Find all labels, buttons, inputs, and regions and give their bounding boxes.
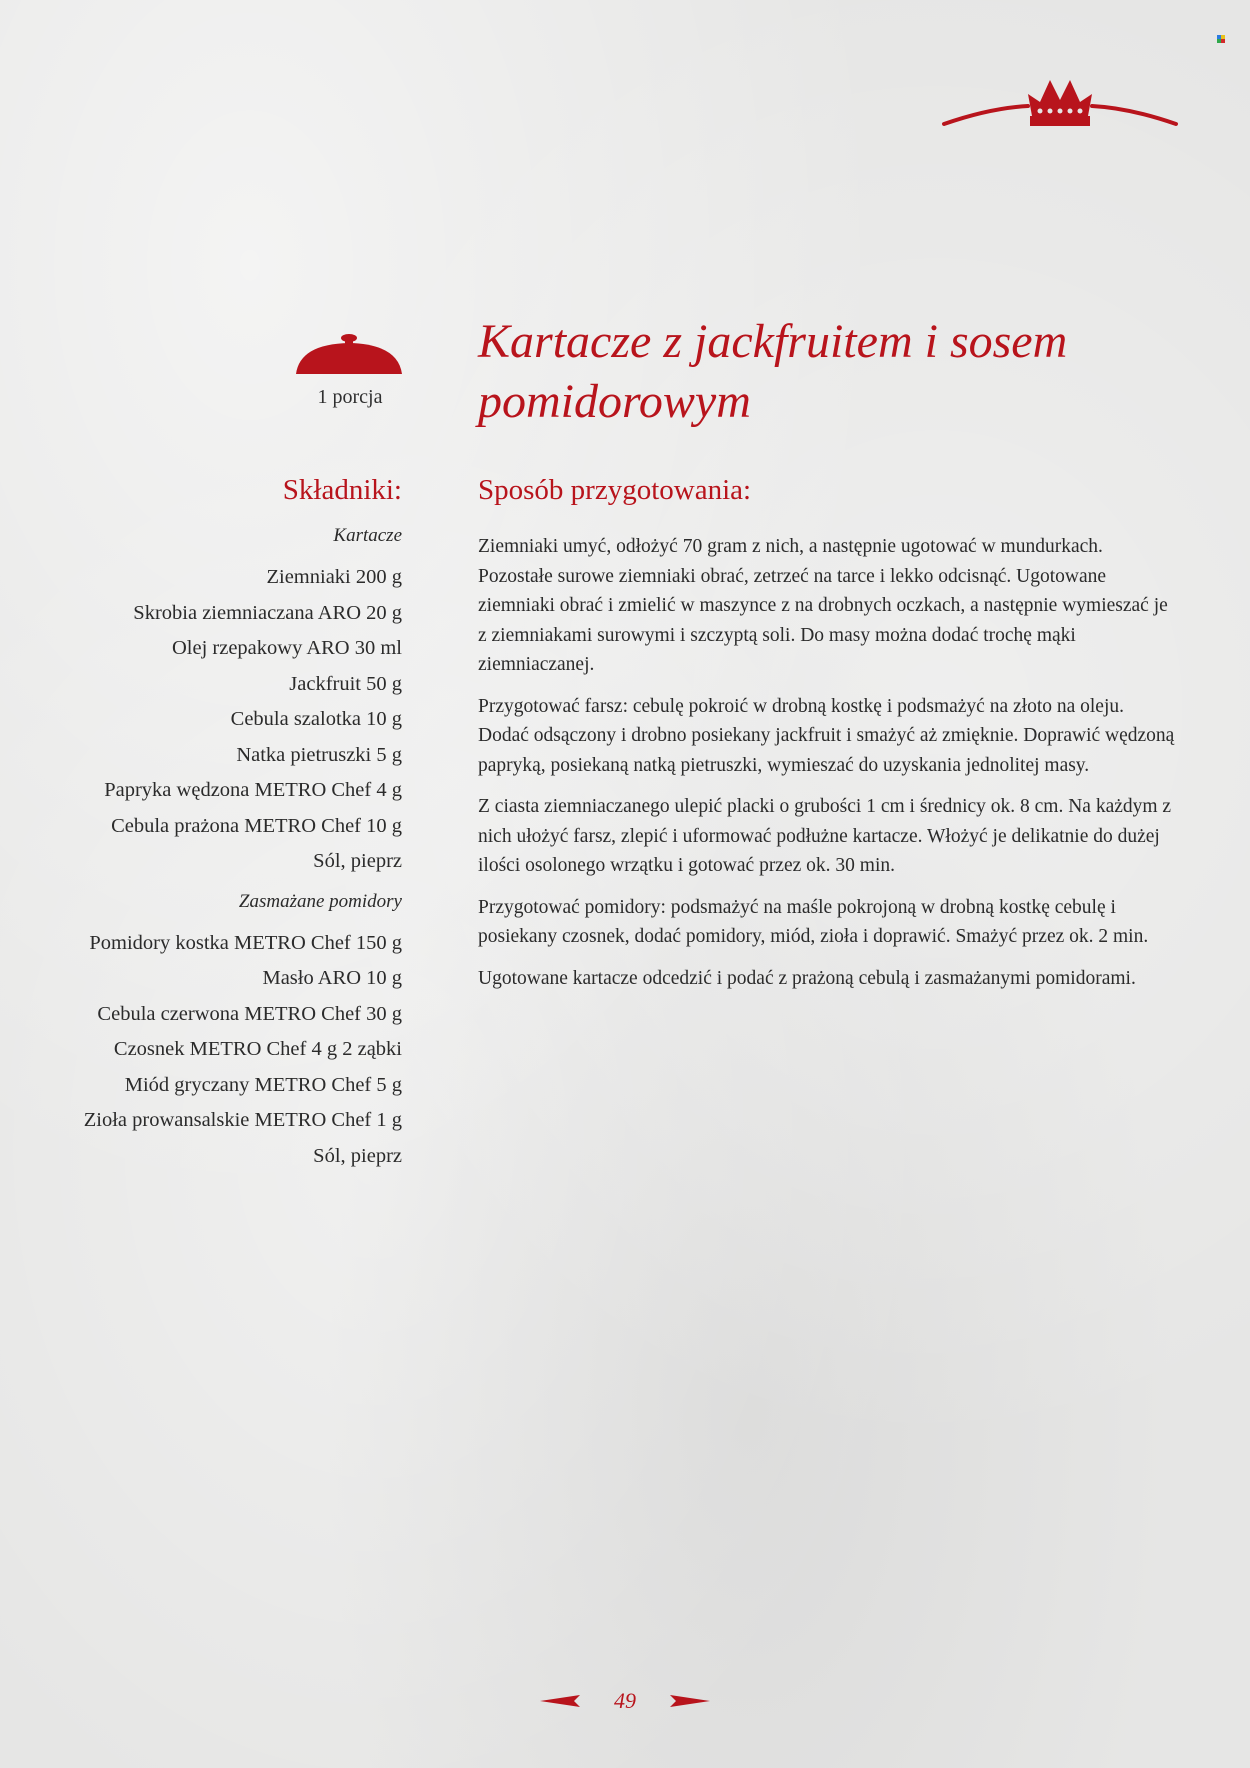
- method-step: Ugotowane kartacze odcedzić i podać z prażoną cebulą i zasmażanymi pomidorami.: [478, 967, 1136, 989]
- corner-mark-icon: [1217, 35, 1225, 43]
- method-step: Przygotować farsz: cebulę pokroić w drobną kostkę i podsmażyć na złoto na oleju. Dodać odsączony i drobno posiekany jackfruit i smażyć aż zmięknie. Doprawić wędzoną papryką, posiekaną natką pietruszki, wymieszać do uzyskania jednolitej masy.: [478, 695, 1175, 776]
- ingredient-group-title: Kartacze: [333, 525, 402, 546]
- page-footer: [535, 1686, 715, 1716]
- method-section: [478, 470, 1178, 1005]
- recipe-title: Kartacze z jackfruitem i sosem pomidorowym: [478, 315, 1068, 428]
- page-number: 49: [614, 1688, 636, 1713]
- method-heading: Sposób przygotowania:: [478, 474, 752, 506]
- method-step: Z ciasta ziemniaczanego ulepić placki o grubości 1 cm i średnicy ok. 8 cm. Na każdym z nich ułożyć farsz, zlepić i uformować podłużne kartacze. Włożyć je delikatnie do dużej ilości osolonego wrzątku i gotować przez ok. 30 min.: [478, 796, 1172, 876]
- ingredient-item: Miód gryczany METRO Chef 5 g: [124, 1073, 402, 1096]
- ingredient-item: Papryka wędzona METRO Chef 4 g: [104, 779, 402, 801]
- ingredient-item: Cebula prażona METRO Chef 10 g: [111, 814, 402, 837]
- ingredients-heading: Składniki:: [282, 474, 402, 506]
- ingredient-list: [60, 926, 402, 1175]
- serving-lid-icon: [294, 332, 404, 378]
- ingredient-item: Cebula szalotka 10 g: [230, 708, 402, 730]
- ingredient-item: Skrobia ziemniaczana ARO 20 g: [133, 601, 402, 624]
- ingredient-item: Natka pietruszki 5 g: [236, 743, 402, 766]
- ingredient-item: Masło ARO 10 g: [262, 967, 402, 989]
- servings-label: 1 porcja: [317, 386, 383, 408]
- ingredient-item: Jackfruit 50 g: [289, 672, 402, 695]
- ingredient-item: Sól, pieprz: [313, 1144, 402, 1167]
- arrow-right-icon[interactable]: [670, 1695, 710, 1707]
- ingredient-item: Czosnek METRO Chef 4 g 2 ząbki: [113, 1038, 402, 1060]
- ingredient-item: Ziemniaki 200 g: [266, 566, 402, 588]
- ingredients-section: [60, 470, 402, 1174]
- ingredient-list: [60, 560, 402, 880]
- ingredient-item: Cebula czerwona METRO Chef 30 g: [97, 1002, 402, 1025]
- crown-logo: [940, 72, 1180, 132]
- method-step: Przygotować pomidory: podsmażyć na maśle pokrojoną w drobną kostkę cebulę i posiekany czosnek, dodać pomidory, miód, zioła i doprawić. Smażyć przez ok. 2 min.: [478, 896, 1149, 947]
- ingredient-item: Zioła prowansalskie METRO Chef 1 g: [83, 1109, 402, 1131]
- ingredient-item: Pomidory kostka METRO Chef 150 g: [89, 931, 402, 954]
- ingredient-item: Sól, pieprz: [313, 850, 402, 872]
- ingredient-group-title: Zasmażane pomidory: [238, 890, 402, 912]
- ingredient-item: Olej rzepakowy ARO 30 ml: [171, 637, 402, 659]
- method-step: Ziemniaki umyć, odłożyć 70 gram z nich, a następnie ugotować w mundurkach. Pozostałe surowe ziemniaki obrać, zetrzeć na tarce i lekko odcisnąć. Ugotowane ziemniaki obrać i zmielić w maszynce z na drobnych oczkach, a następnie wymieszać je z ziemniakami surowymi i szczyptą soli. Do masy można dodać trochę mąki ziemniaczanej.: [478, 536, 1168, 675]
